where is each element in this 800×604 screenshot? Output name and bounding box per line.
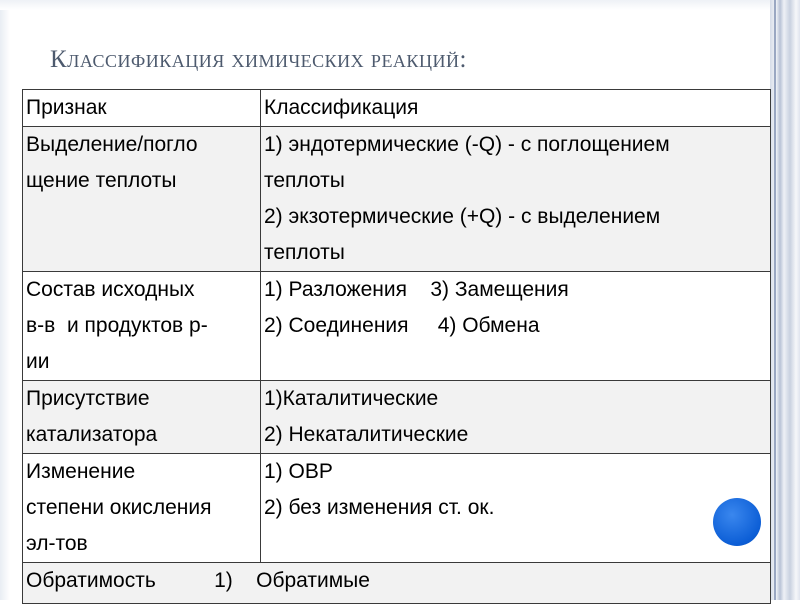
classification-line: 1) эндотермические (-Q) - с поглощением <box>264 133 670 156</box>
classification-line: 2) Некаталитические <box>264 423 469 446</box>
classification-cell <box>261 381 771 454</box>
classification-cell <box>261 127 771 272</box>
criterion-cell <box>23 127 261 272</box>
classification-line: теплоты <box>264 169 345 192</box>
table-row-catalyst <box>23 381 771 454</box>
slide-title: Классификация химических реакций: <box>50 46 467 73</box>
criterion-line: степени окисления <box>26 496 212 519</box>
classification-cell <box>261 454 771 563</box>
criterion-line: Изменение <box>26 460 136 483</box>
criterion-cell <box>23 272 261 381</box>
criterion-line: ии <box>26 350 50 373</box>
criterion-line: щение теплоты <box>26 169 177 192</box>
criterion-line: эл-тов <box>26 532 88 555</box>
classification-line: 1)Каталитические <box>264 387 439 410</box>
classification-cell <box>261 272 771 381</box>
criterion-line: в-в и продуктов р- <box>26 314 208 337</box>
left-shade <box>0 0 10 600</box>
classification-table <box>22 89 771 604</box>
table-row-heat <box>23 127 771 272</box>
classification-line: 1) ОВР <box>264 460 333 483</box>
table-header-row <box>23 90 771 127</box>
criterion-line: Присутствие <box>26 387 150 410</box>
criterion-cell <box>23 381 261 454</box>
header-classification: Классификация <box>261 90 771 127</box>
top-shade <box>0 0 770 10</box>
table-row-oxidation <box>23 454 771 563</box>
criterion-line: катализатора <box>26 423 158 446</box>
table-row-reversibility <box>23 563 771 604</box>
classification-line: теплоты <box>264 241 345 264</box>
classification-line: 2) без изменения ст. ок. <box>264 496 495 519</box>
table-row-composition <box>23 272 771 381</box>
right-decorative-stripe <box>770 0 800 600</box>
criterion-line: Состав исходных <box>26 278 195 301</box>
reversibility-text: Обратимость 1) Обратимые <box>26 569 370 592</box>
blue-circle-marker <box>713 498 761 546</box>
reversibility-cell <box>23 563 771 604</box>
header-criterion: Признак <box>23 90 261 127</box>
classification-line: 1) Разложения 3) Замещения <box>264 278 569 301</box>
criterion-cell <box>23 454 261 563</box>
criterion-line: Выделение/погло <box>26 133 198 156</box>
classification-line: 2) экзотермические (+Q) - с выделением <box>264 205 661 228</box>
classification-line: 2) Соединения 4) Обмена <box>264 314 540 337</box>
